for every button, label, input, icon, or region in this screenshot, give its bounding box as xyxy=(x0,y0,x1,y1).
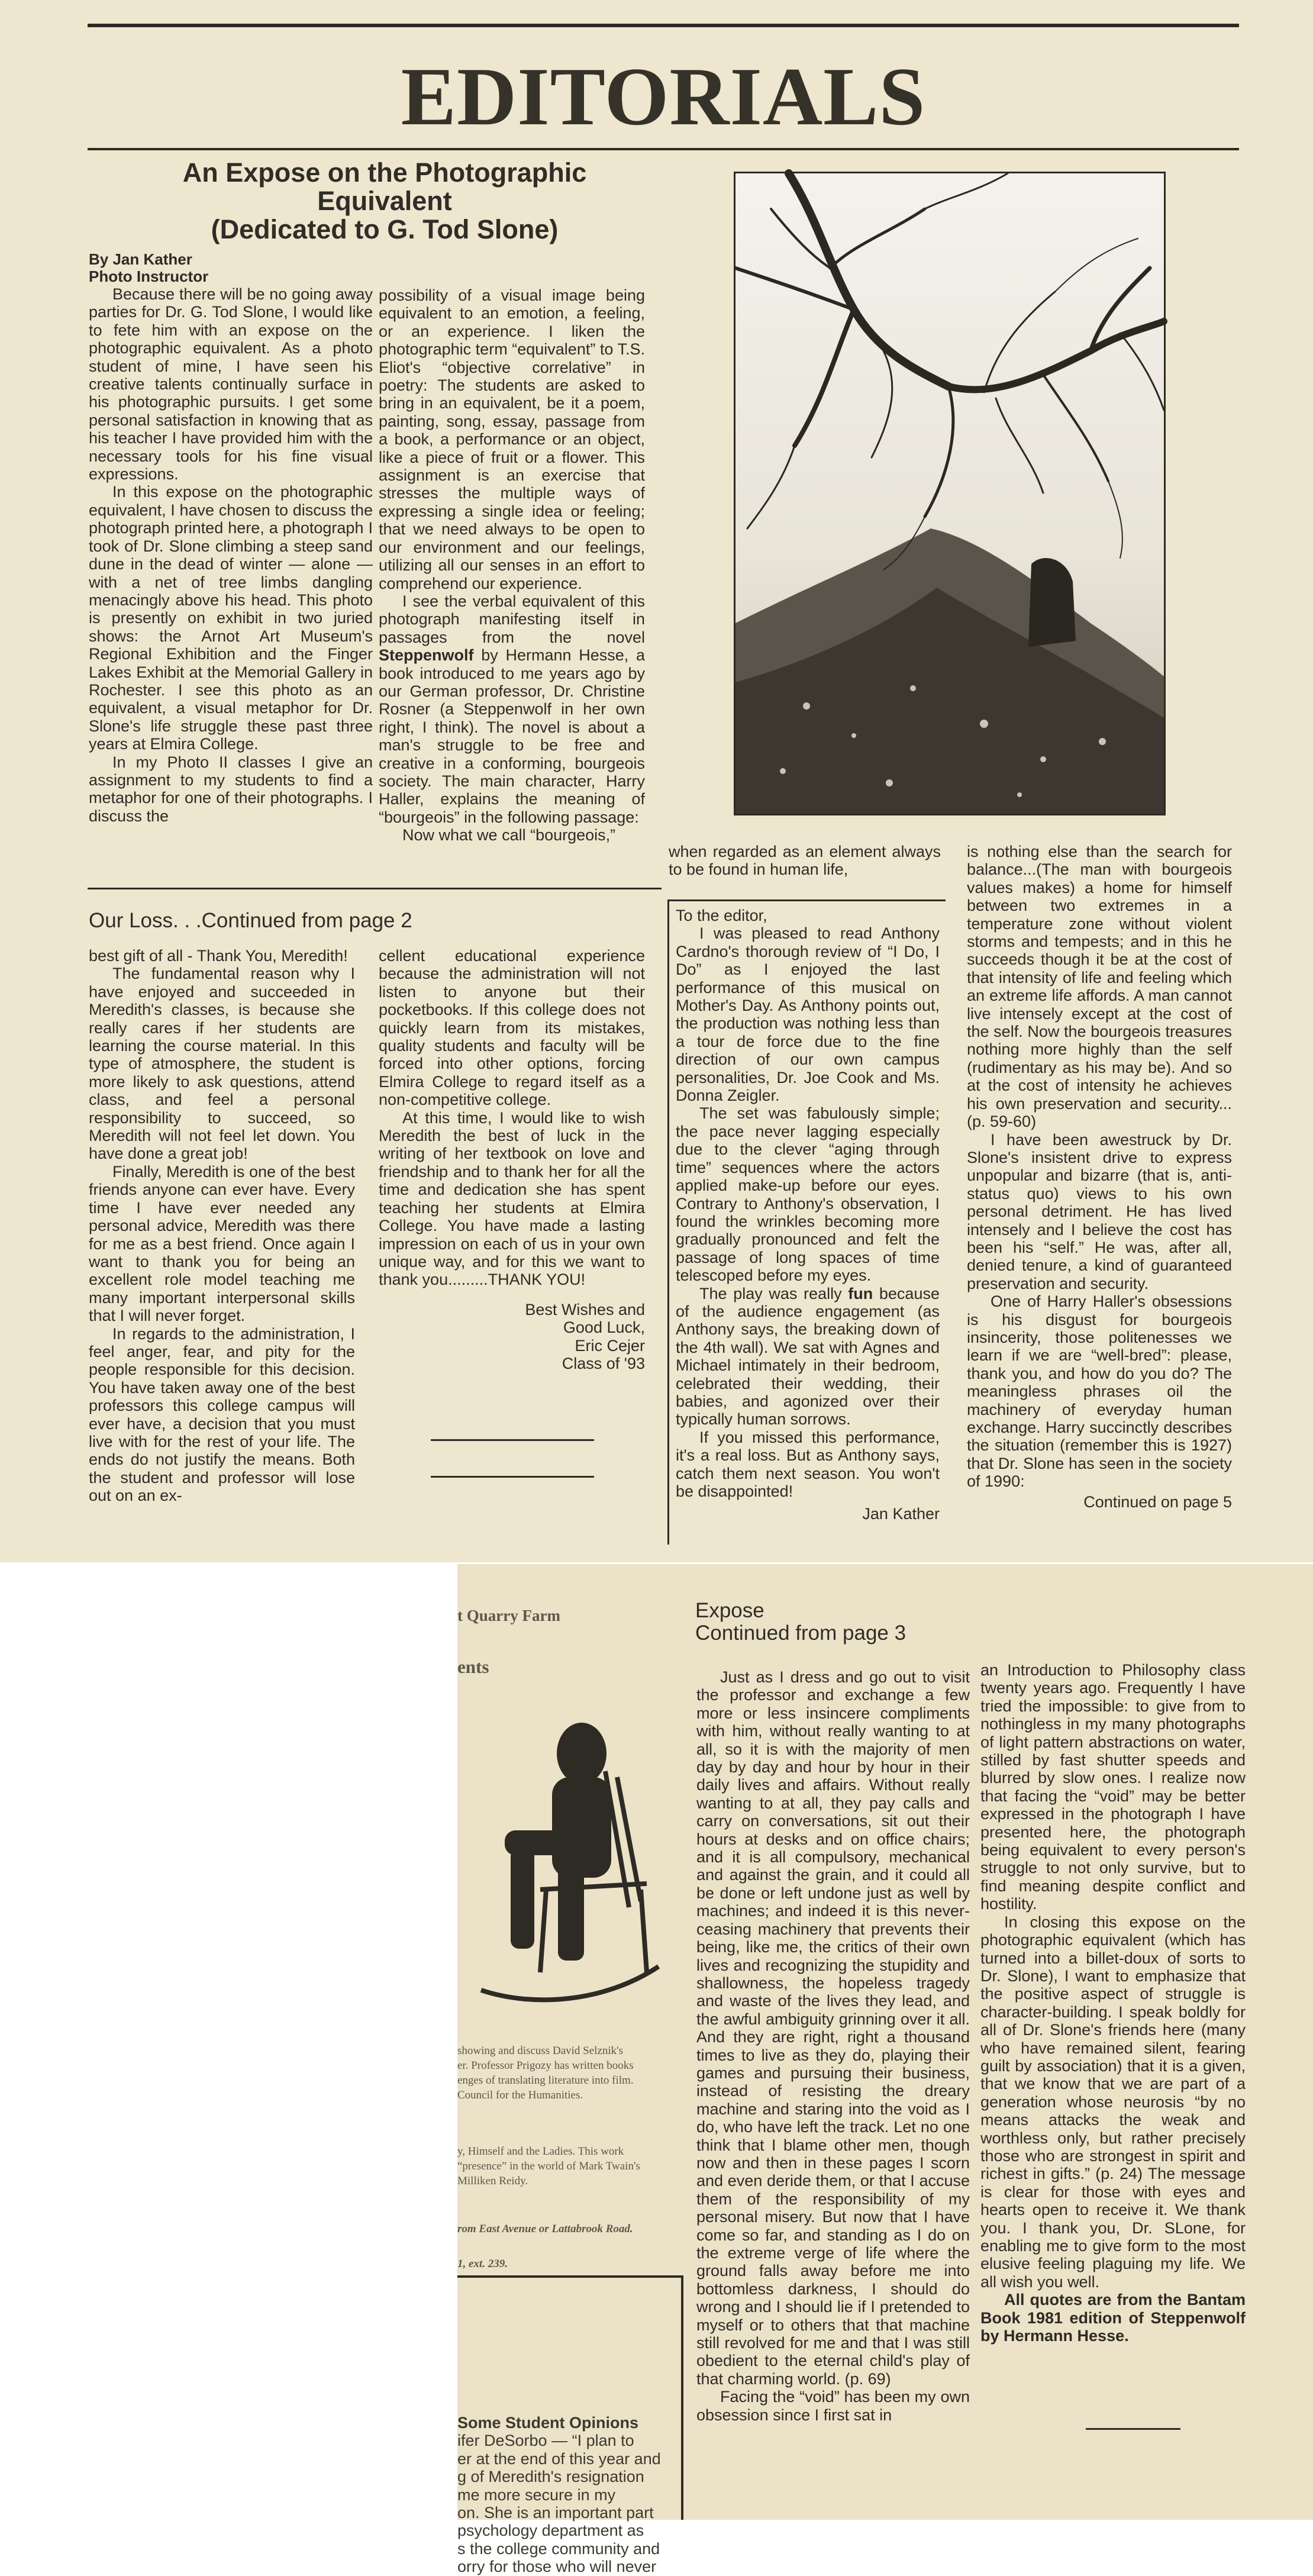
text-line: on. She is an important part xyxy=(457,2504,654,2522)
paragraph: an Introduction to Philosophy class twenty years ago. Frequently I have tried the impossible: to give from to nothingless in my many photographs of light pattern abstractions on water, stilled by fast shutter speeds and blurred by slow ones. I realize now that facing the “void” may be better expressed in the photograph I have presented here, the photograph being equivalent to every person's struggle to not only survive, but to find meaning despite conflict and hostility. xyxy=(980,1661,1246,1913)
top-rule xyxy=(88,24,1239,27)
paragraph: The fundamental reason why I have enjoyed and succeeded in Meredith's classes, is because she really cares if her students are learning the course material. In this type of atmosphere, the student is more likely to ask questions, attend class, and feel a personal responsibility to succeed, so Meredith will not feel let down. You have done a great job! xyxy=(89,965,355,1163)
expose-continued-column-1 xyxy=(696,1668,970,2424)
headline-line-1: An Expose on the Photographic xyxy=(182,157,587,188)
paragraph: best gift of all - Thank You, Meredith! xyxy=(89,947,348,965)
end-rule xyxy=(431,1476,594,1478)
text-line: y, Himself and the Ladies. This work xyxy=(457,2145,624,2158)
photo-image xyxy=(735,173,1164,814)
text-line: Council for the Humanities. xyxy=(457,2089,583,2101)
student-opinions xyxy=(457,2414,675,2576)
section-divider xyxy=(88,888,662,889)
paragraph xyxy=(676,1285,940,1429)
byline-author: By Jan Kather xyxy=(89,250,192,268)
text-run: I see the verbal equivalent of this photograph manifesting itself in passages from the novel xyxy=(379,592,645,646)
paragraph: Just as I dress and go out to visit the professor and exchange a few more or less insincere compliments with him, without really wanting to at all, so it is with the majority of men day by day and hour by hour in their daily lives and affairs. Without really wanting to at all, they pay calls and carry on conversations, sit out their hours at desks and on office chairs; and it is all compulsory, mechanical and against the grain, and it could all be done or left undone just as well by machines; and indeed it is this never-ceasing machinery that prevents their being, like me, the critics of their own lives and recognizing the stupidity and shallowness, the hopeless tragedy and waste of the lives they lead, and the awful ambiguity grinning over it all. And they are right, right a thousand times to live as they do, playing their games and pursuing their business, instead of resisting the dreary machine and staring into the void as I do, who have left the track. Let no one think that I blame other men, though now and then in these pages I scorn and even deride them, or that I accuse them of the responsibility of my personal misery. But now that I have come so far, and standing as I do on the extreme verge of life where the ground falls away before me into bottomless darkness, I should do wrong and I should lie if I pretended to myself or to others that that machine still revolved for me and that I was still obedient to the eternal child's play of that charming world. (p. 69) xyxy=(696,1668,970,2388)
headline-line-2: Equivalent xyxy=(317,186,452,216)
text-line: ifer DeSorbo — “I plan to xyxy=(457,2432,634,2450)
paragraph: In my Photo II classes I give an assignment to my students to find a metaphor for one of their photographs. I discuss the xyxy=(89,753,373,825)
left-subheading: ents xyxy=(457,1656,489,1677)
text-line: 1, ext. 239. xyxy=(457,2258,508,2270)
signature-line: Class of '93 xyxy=(562,1354,645,1372)
paragraph: In this expose on the photographic equivalent, I have chosen to discuss the photograph printed here, a photograph I took of Dr. Slone climbing a steep sand dune in the dead of winter — alone — with a net of tree limbs dangling menacingly above his head. This photo is presently on exhibit in two juried shows: the Arnot Art Museum's Regional Exhibition and the Finger Lakes Exhibit at the Memorial Gallery in Rochester. I see this photo as an equivalent, a visual metaphor for Dr. Slone's life struggle these past three years at Elmira College. xyxy=(89,483,373,753)
rocking-chair-illustration xyxy=(469,1712,664,2020)
our-loss-header: Our Loss. . .Continued from page 2 xyxy=(89,909,412,932)
signature xyxy=(379,1301,645,1373)
end-rule xyxy=(431,1439,594,1441)
expose-column-2 xyxy=(379,286,645,844)
text-line: er. Professor Prigozy has written books xyxy=(457,2059,634,2072)
text-run: because of the audience engagement (as Anthony says, the breaking down of the 4th wall). We sat with Agnes and Michael intimately in their bedroom, celebrated their wedding, their babies, and agonized over their typically human sorrows. xyxy=(676,1284,940,1429)
paragraph: Finally, Meredith is one of the best friends anyone can ever have. Every time I have ever needed any personal advice, Meredith was there for me as a best friend. Once again I want to thank you for being an excellent role model teaching me many important interpersonal skills that I will never forget. xyxy=(89,1162,355,1325)
continued-note: Continued on page 5 xyxy=(1083,1492,1232,1511)
continuation-page xyxy=(457,1564,1313,2576)
header-line: Expose xyxy=(695,1599,764,1622)
footnote: All quotes are from the Bantam Book 1981 edition of Steppenwolf by Hermann Hesse. xyxy=(980,2291,1246,2345)
paragraph xyxy=(379,592,645,826)
paragraph: The set was fabulously simple; the pace never lagging especially due to the clever “aging through time” sequences where the actors applied make-up before our eyes. Contrary to Anthony's observation, I found the wrinkles becoming more gradually pronounced and felt the passage of long spaces of time telescoped before my eyes. xyxy=(676,1104,940,1285)
text-line: er at the end of this year and xyxy=(457,2449,661,2468)
paragraph: is nothing else than the search for balance...(The man with bourgeois values makes) a home for himself between two extremes in a temperature zone without violent storms and tempests; and in this he succeeds though it be at the cost of that intensity of life and feeling which an extreme life affords. A man cannot live intensely except at the cost of the self. Now the bourgeois treasures nothing more highly than the self (rudimentary as his may be). And so at the cost of intensity he achieves his own preservation and security...(p. 59-60) xyxy=(967,843,1232,1131)
headline-line-3: (Dedicated to G. Tod Slone) xyxy=(211,214,559,244)
sand-dune-photograph xyxy=(734,172,1166,815)
text-run: The play was really xyxy=(699,1284,849,1302)
paragraph: If you missed this performance, it's a real loss. But as Anthony says, catch them next season. You won't be disappointed! xyxy=(676,1428,940,1500)
our-loss-column-2 xyxy=(379,947,645,1372)
opinions-title: Some Student Opinions xyxy=(457,2414,639,2432)
opinions-box-right xyxy=(681,2275,683,2520)
text-line: me more secure in my xyxy=(457,2485,616,2504)
signature-line: Good Luck, xyxy=(563,1318,645,1337)
letter-box-left xyxy=(667,899,669,1545)
text-line: enges of translating literature into film. xyxy=(457,2074,634,2087)
paragraph: possibility of a visual image being equivalent to an emotion, a feeling, or an experience. I liken the photographic term “equivalent” to T.S. Eliot's “objective correlative” in poetry: The students are asked to bring in an equivalent, be it a poem, painting, song, essay, passage from a book, a performance or an object, like a piece of fruit or a flower. This assignment is an exercise that stresses the multiple ways of expressing a single idea or feeling; that we need always to be open to our environment and our feelings, utilizing all our senses in an effort to comprehend our experience. xyxy=(379,286,645,592)
left-column-text xyxy=(457,2043,688,2271)
signature-line: Eric Cejer xyxy=(575,1336,645,1355)
masthead: EDITORIALS xyxy=(401,51,926,143)
emphasis: fun xyxy=(848,1284,873,1302)
paragraph: At this time, I would like to wish Meredith the best of luck in the writing of her textbook on love and friendship and to thank her for all the time and dedication she has spent teaching her students at Elmira College. You have made a lasting impression on each of us in your own unique way, and for this we want to thank you.........THANK YOU! xyxy=(379,1108,645,1289)
opinions-box-top xyxy=(457,2275,683,2278)
letter-signature: Jan Kather xyxy=(862,1505,940,1523)
paragraph: Because there will be no going away parties for Dr. G. Tod Slone, I would like to fete him with an expose on the photographic equivalent. As a photo student of mine, I have seen his creative talents continually surface in his photographic pursuits. I get some personal satisfaction in knowing that as his teacher I have provided him with the necessary tools for his fine visual expressions. xyxy=(89,285,373,483)
end-rule xyxy=(1086,2428,1180,2430)
byline-title: Photo Instructor xyxy=(89,267,209,285)
paragraph: I was pleased to read Anthony Cardno's thorough review of “I Do, I Do” as I enjoyed the last performance of this musical on Mother's Day. As Anthony points out, the production was nothing less than a tour de force due to the fine direction of our own campus personalities, Dr. Joe Cook and Ms. Donna Zeigler. xyxy=(676,924,940,1105)
text-line: “presence” in the world of Mark Twain's xyxy=(457,2160,640,2172)
book-title: Steppenwolf xyxy=(379,646,474,665)
expose-column-1 xyxy=(89,251,373,825)
text-line: showing and discuss David Selznik's xyxy=(457,2045,623,2057)
letter-box-top xyxy=(667,899,946,901)
text-line: Milliken Reidy. xyxy=(457,2175,528,2187)
paragraph: In regards to the administration, I feel anger, fear, and pity for the people responsible for this decision. You have taken away one of the best professors this college campus will ever have, a decision that you must live with for the rest of your life. The ends do not justify the means. Both the student and professor will lose out on an ex- xyxy=(89,1324,355,1505)
paragraph: Facing the “void” has been my own obsession since I first sat in xyxy=(696,2388,970,2424)
paragraph: when regarded as an element always to be found in human life, xyxy=(669,843,941,879)
expose-continued-header xyxy=(695,1600,1050,1645)
masthead-rule xyxy=(88,148,1239,150)
article-headline xyxy=(89,159,680,244)
paragraph: Now what we call “bourgeois,” xyxy=(402,826,616,844)
paragraph: cellent educational experience because the administration will not listen to anyone but their pocketbooks. If this college does not quickly learn from its mistakes, quality students and faculty will be forced into other options, forcing Elmira College to regard itself as a non-competitive college. xyxy=(379,947,645,1109)
expose-column-3-top xyxy=(669,843,941,879)
paragraph: I have been awestruck by Dr. Slone's insistent drive to express unpopular and bizarre (that is, anti-status quo) views to his own personal detriment. He has lived intensely and I believe the cost has been his “self.” He was, after all, denied tenure, a kind of guaranteed preservation and security. xyxy=(967,1130,1232,1292)
paragraph: One of Harry Haller's obsessions is his disgust for bourgeois insincerity, those politenesses we learn if we are “well-bred”: please, thank you, and how do you do? The meaningless phrases oil the machinery of everyday human exchange. Harry succinctly describes the situation (remember this is 1927) that Dr. Slone has seen in the society of 1990: xyxy=(967,1292,1232,1491)
text-line: orry for those who will never xyxy=(457,2558,657,2576)
letter-to-editor xyxy=(676,907,940,1523)
header-line: Continued from page 3 xyxy=(695,1621,906,1645)
salutation: To the editor, xyxy=(676,907,767,924)
expose-column-4 xyxy=(967,843,1232,1511)
expose-continued-column-2 xyxy=(980,1661,1246,2345)
left-heading: t Quarry Farm xyxy=(457,1607,560,1624)
text-line: psychology department as xyxy=(457,2522,644,2540)
signature-line: Best Wishes and xyxy=(525,1300,645,1318)
text-run: by Hermann Hesse, a book introduced to me years ago by our German professor, Dr. Christine Rosner (a Steppenwolf in her own right, I think). The novel is about a man's struggle to be free and creative in a conforming, bourgeois society. The main character, Harry Haller, explains the meaning of “bourgeois” in the following passage: xyxy=(379,646,645,826)
text-line: rom East Avenue or Lattabrook Road. xyxy=(457,2223,633,2235)
text-line: g of Meredith's resignation xyxy=(457,2468,644,2486)
paragraph: In closing this expose on the photographic equivalent (which has turned into a billet-doux of sorts to Dr. Slone), I want to emphasize that the positive aspect of struggle is character-building. I speak boldly for all of Dr. Slone's friends here (many who have remained silent, fearing guilt by association) that it is a given, that we know that we are part of a generation whose neurosis “by no means attacks the weak and worthless only, but rather precisely those who are strongest in spirit and richest in gifts.” (p. 24) The message is clear for those with eyes and hearts open to receive it. We thank you. I thank you, Dr. SLone, for enabling me to give form to the most elusive feeling plaguing my life. We all wish you well. xyxy=(980,1913,1246,2291)
our-loss-column-1 xyxy=(89,947,355,1505)
text-line: s the college community and xyxy=(457,2539,660,2558)
